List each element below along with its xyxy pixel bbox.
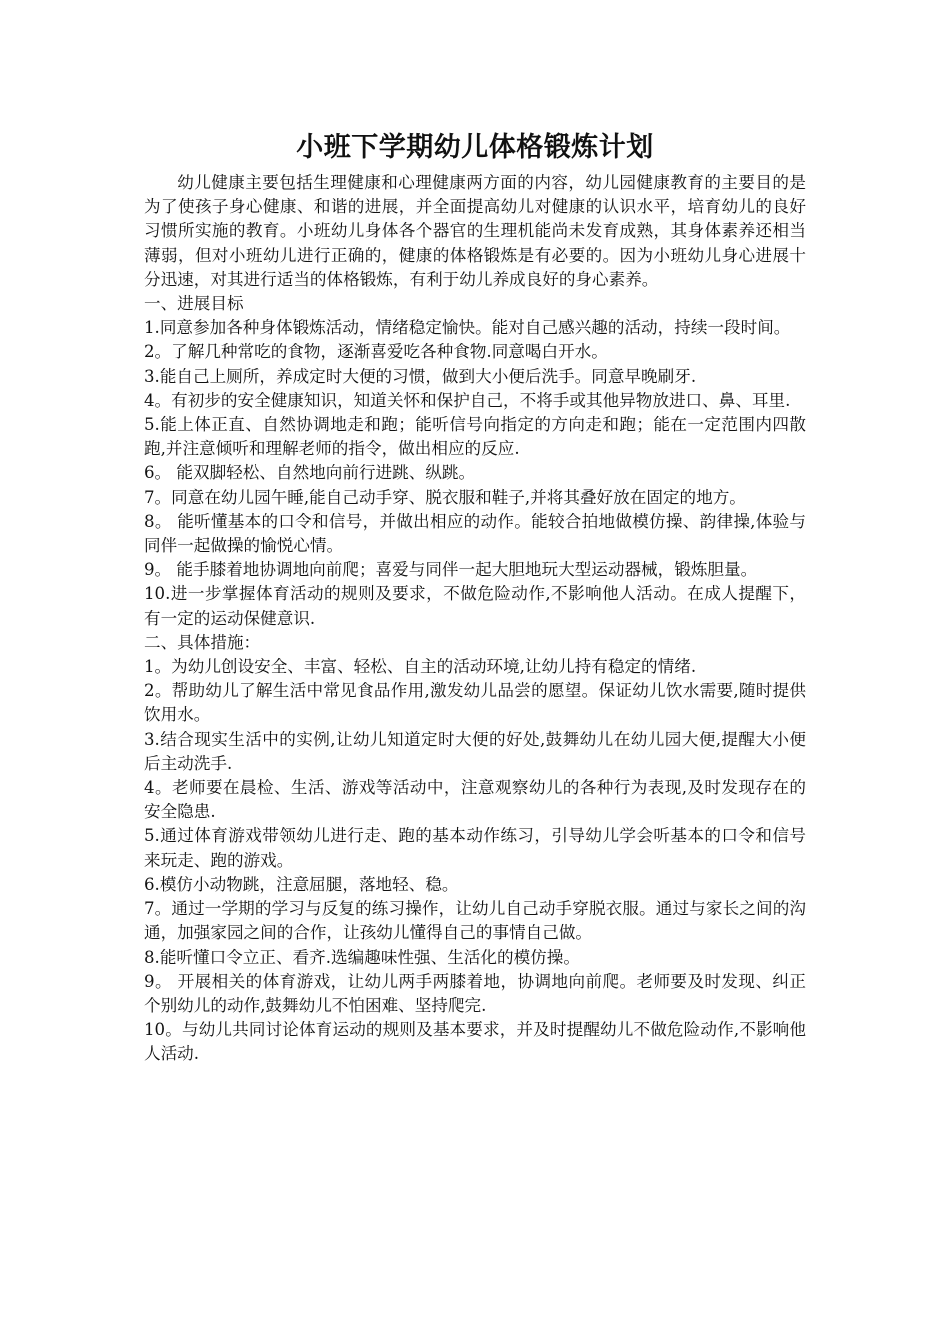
- goal-item: 7。同意在幼儿园午睡,能自己动手穿、脱衣服和鞋子,并将其叠好放在固定的地方。: [144, 487, 746, 507]
- intro-paragraph: 幼儿健康主要包括生理健康和心理健康两方面的内容，幼儿园健康教育的主要目的是为了使孩子身心健康、和谐的进展，并全面提高幼儿对健康的认识水平，培育幼儿的良好习惯所实施的教育。小班幼儿身体各个器官的生理机能尚未发育成熟，其身体素养还相当薄弱，但对小班幼儿进行正确的，健康的体格锻炼是有必要的。因为小班幼儿身心进展十分迅速，对其进行适当的体格锻炼，有利于幼儿养成良好的身心素养。: [144, 173, 806, 289]
- goal-item: 3.能自己上厕所，养成定时大便的习惯，做到大小便后洗手。同意早晚刷牙.: [144, 366, 697, 386]
- measure-item: 2。帮助幼儿了解生活中常见食品作用,激发幼儿品尝的愿望。保证幼儿饮水需要,随时提供饮用水。: [144, 681, 806, 725]
- goal-item: 2。了解几种常吃的食物，逐渐喜爱吃各种食物.同意喝白开水。: [144, 342, 608, 362]
- goal-item: 10.进一步掌握体育活动的规则及要求，不做危险动作,不影响他人活动。在成人提醒下，有一定的运动保健意识.: [144, 584, 806, 628]
- measure-item: 1。为幼儿创设安全、丰富、轻松、自主的活动环境,让幼儿持有稳定的情绪.: [144, 657, 697, 677]
- measure-item: 4。老师要在晨检、生活、游戏等活动中，注意观察幼儿的各种行为表现,及时发现存在的安全隐患.: [144, 778, 806, 822]
- goal-item: 5.能上体正直、自然协调地走和跑；能听信号向指定的方向走和跑；能在一定范围内四散跑,并注意倾听和理解老师的指令，做出相应的反应.: [144, 415, 806, 459]
- goal-item: 9。 能手膝着地协调地向前爬；喜爱与同伴一起大胆地玩大型运动器械，锻炼胆量。: [144, 560, 758, 580]
- goal-item: 8。 能听懂基本的口令和信号，并做出相应的动作。能较合拍地做模仿操、韵律操,体验与同伴一起做操的愉悦心情。: [144, 511, 806, 556]
- measure-item: 5.通过体育游戏带领幼儿进行走、跑的基本动作练习，引导幼儿学会听基本的口令和信号来玩走、跑的游戏。: [144, 826, 806, 870]
- measure-item: 6.模仿小动物跳，注意屈腿，落地轻、稳。: [144, 874, 459, 894]
- measure-item: 7。通过一学期的学习与反复的练习操作，让幼儿自己动手穿脱衣服。通过与家长之间的沟通，加强家园之间的合作，让孩幼儿懂得自己的事情自己做。: [144, 899, 806, 943]
- goal-item: 1.同意参加各种身体锻炼活动，情绪稳定愉快。能对自己感兴趣的活动，持续一段时间。: [144, 318, 791, 338]
- measure-item: 9。 开展相关的体育游戏，让幼儿两手两膝着地，协调地向前爬。老师要及时发现、纠正个别幼儿的动作,鼓舞幼儿不怕困难、坚持爬完.: [144, 971, 806, 1015]
- measure-item: 8.能听懂口令立正、看齐.选编趣味性强、生活化的模仿操。: [144, 947, 580, 967]
- document-title: 小班下学期幼儿体格锻炼计划: [296, 132, 654, 163]
- section-heading-goals: 一、进展目标: [144, 294, 244, 314]
- document-page: [144, 128, 806, 1067]
- goal-item: 6。 能双脚轻松、自然地向前行进跳、纵跳。: [144, 463, 476, 483]
- measure-item: 10。与幼儿共同讨论体育运动的规则及基本要求，并及时提醒幼儿不做危险动作,不影响他人活动.: [144, 1020, 806, 1064]
- goal-item: 4。有初步的安全健康知识，知道关怀和保护自己，不将手或其他异物放进口、鼻、耳里.: [144, 390, 791, 410]
- measure-item: 3.结合现实生活中的实例,让幼儿知道定时大便的好处,鼓舞幼儿在幼儿园大便,提醒大小便后主动洗手.: [144, 729, 806, 773]
- section-heading-measures: 二、具体措施：: [144, 632, 261, 652]
